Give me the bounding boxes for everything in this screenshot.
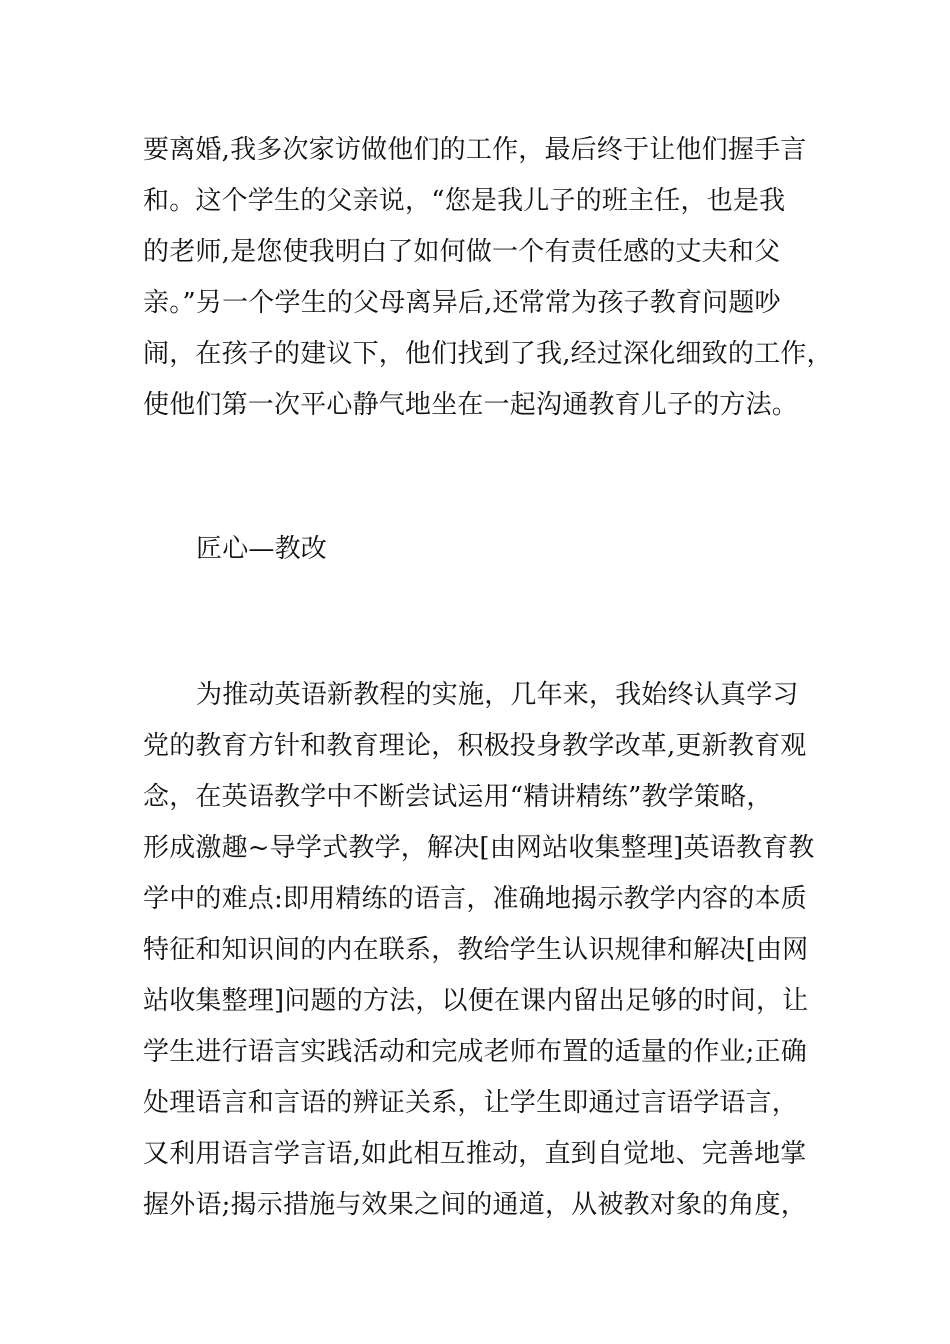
paragraph-line: 学中的难点:即用精练的语言，准确地揭示教学内容的本质 bbox=[143, 884, 807, 914]
paragraph-line: 握外语;揭示措施与效果之间的通道，从被教对象的角度， bbox=[143, 1190, 807, 1220]
paragraph-line: 闹，在孩子的建议下，他们找到了我,经过深化细致的工作， bbox=[143, 339, 833, 369]
paragraph-line: 站收集整理]问题的方法，以便在课内留出足够的时间，让 bbox=[143, 986, 809, 1016]
paragraph-line: 处理语言和言语的辨证关系，让学生即通过言语学语言， bbox=[143, 1088, 799, 1118]
paragraph-line: 要离婚,我多次家访做他们的工作，最后终于让他们握手言 bbox=[143, 135, 807, 165]
paragraph-line: 党的教育方针和教育理论，积极投身教学改革,更新教育观 bbox=[143, 731, 807, 761]
paragraph-line: 念，在英语教学中不断尝试运用“精讲精练”教学策略， bbox=[143, 782, 773, 812]
paragraph-line: 特征和知识间的内在联系，教给学生认识规律和解决[由网 bbox=[143, 935, 809, 965]
paragraph-line: 形成激趣~导学式教学，解决[由网站收集整理]英语教育教 bbox=[143, 833, 815, 863]
section-heading: 匠心—教改 bbox=[196, 534, 328, 564]
paragraph-line: 使他们第一次平心静气地坐在一起沟通教育儿子的方法。 bbox=[143, 390, 799, 420]
paragraph-line: 学生进行语言实践活动和完成老师布置的适量的作业;正确 bbox=[143, 1037, 807, 1067]
paragraph-line: 的老师,是您使我明白了如何做一个有责任感的丈夫和父 bbox=[143, 237, 781, 267]
paragraph-line: 亲。”另一个学生的父母离异后,还常常为孩子教育问题吵 bbox=[143, 288, 781, 318]
paragraph-line: 又利用语言学言语,如此相互推动，直到自觉地、完善地掌 bbox=[143, 1139, 807, 1169]
paragraph-line: 为推动英语新教程的实施，几年来，我始终认真学习 bbox=[196, 680, 799, 710]
paragraph-line: 和。这个学生的父亲说，“您是我儿子的班主任，也是我 bbox=[143, 186, 786, 216]
